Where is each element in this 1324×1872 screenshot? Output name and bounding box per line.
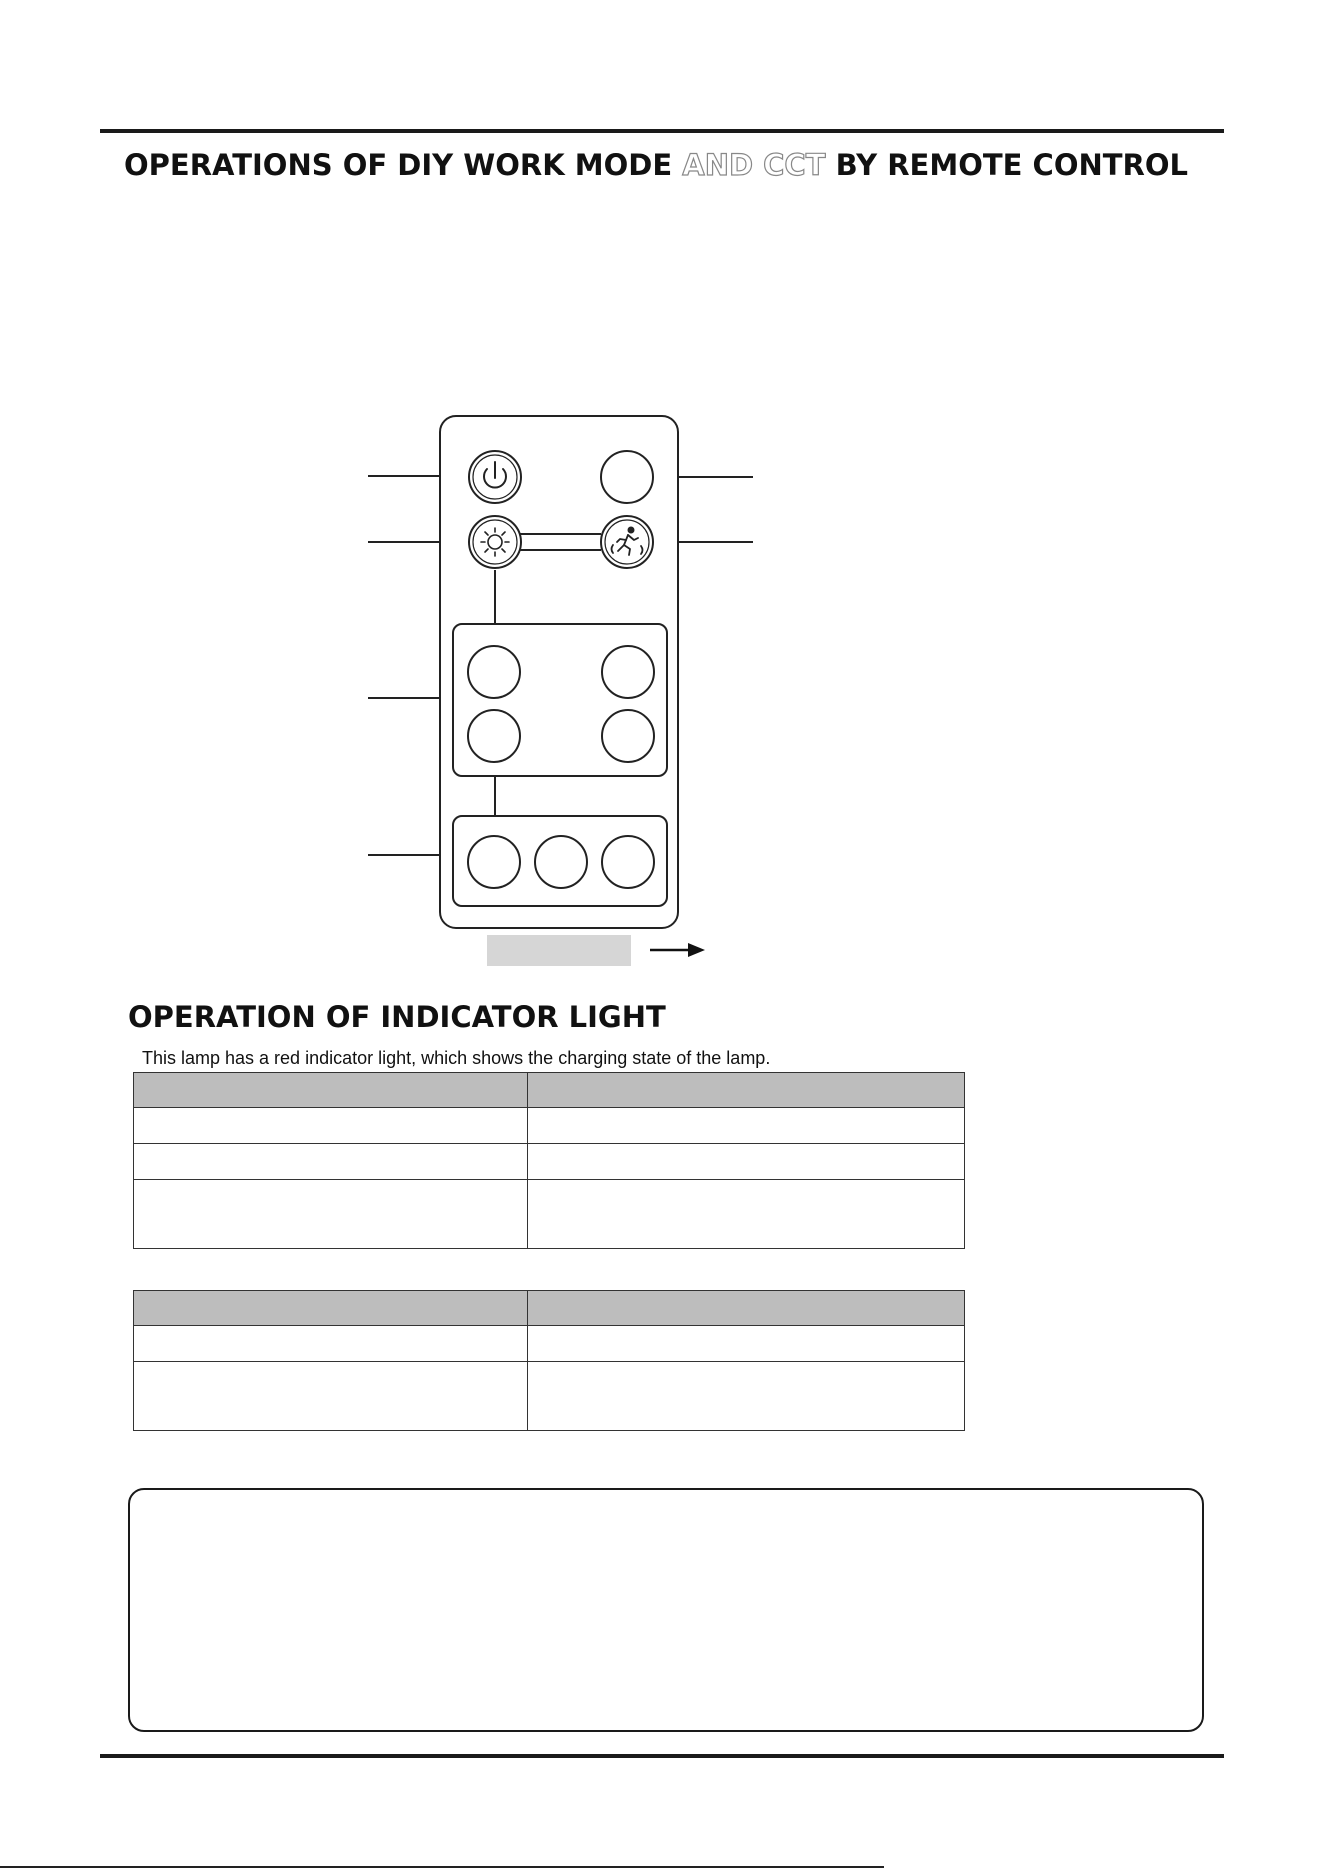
table-header-cell <box>528 1073 965 1108</box>
page-title: OPERATIONS OF DIY WORK MODE AND CCT BY REMOTE CONTROL <box>124 148 1188 182</box>
group-four-button-2[interactable] <box>602 646 654 698</box>
table-row <box>134 1108 965 1144</box>
notes-box <box>128 1488 1204 1732</box>
table-cell <box>134 1362 528 1431</box>
table-header-cell <box>134 1073 528 1108</box>
table-cell <box>134 1326 528 1362</box>
pull-direction-arrow-icon <box>650 943 705 957</box>
table-cell <box>528 1326 965 1362</box>
battery-slider-tab[interactable] <box>487 935 631 966</box>
table-row <box>134 1180 965 1249</box>
group-four-button-4[interactable] <box>602 710 654 762</box>
table-header-row <box>134 1073 965 1108</box>
table-row <box>134 1326 965 1362</box>
table-cell <box>528 1362 965 1431</box>
indicator-table-2 <box>133 1290 965 1431</box>
table-header-row <box>134 1291 965 1326</box>
group-three-button-3[interactable] <box>602 836 654 888</box>
group-four-button-1[interactable] <box>468 646 520 698</box>
table-cell <box>528 1180 965 1249</box>
footer-thin-line <box>0 1866 884 1868</box>
indicator-heading: OPERATION OF INDICATOR LIGHT <box>128 1000 666 1034</box>
group-four-button-3[interactable] <box>468 710 520 762</box>
table-row <box>134 1362 965 1431</box>
top-right-button[interactable] <box>601 451 653 503</box>
light-mode-button[interactable] <box>469 516 521 568</box>
indicator-intro: This lamp has a red indicator light, which shows the charging state of the lamp. <box>142 1048 771 1068</box>
table-row <box>134 1144 965 1180</box>
motion-sensor-button[interactable] <box>601 516 653 568</box>
table-cell <box>134 1108 528 1144</box>
group-three-button-1[interactable] <box>468 836 520 888</box>
group-three-button-2[interactable] <box>535 836 587 888</box>
indicator-table-1 <box>133 1072 965 1249</box>
table-header-cell <box>528 1291 965 1326</box>
table-cell <box>528 1144 965 1180</box>
bottom-rule <box>100 1754 1224 1758</box>
table-cell <box>528 1108 965 1144</box>
title-outline-text: AND CCT <box>682 148 826 182</box>
power-button[interactable] <box>469 451 521 503</box>
table-cell <box>134 1144 528 1180</box>
table-cell <box>134 1180 528 1249</box>
table-header-cell <box>134 1291 528 1326</box>
